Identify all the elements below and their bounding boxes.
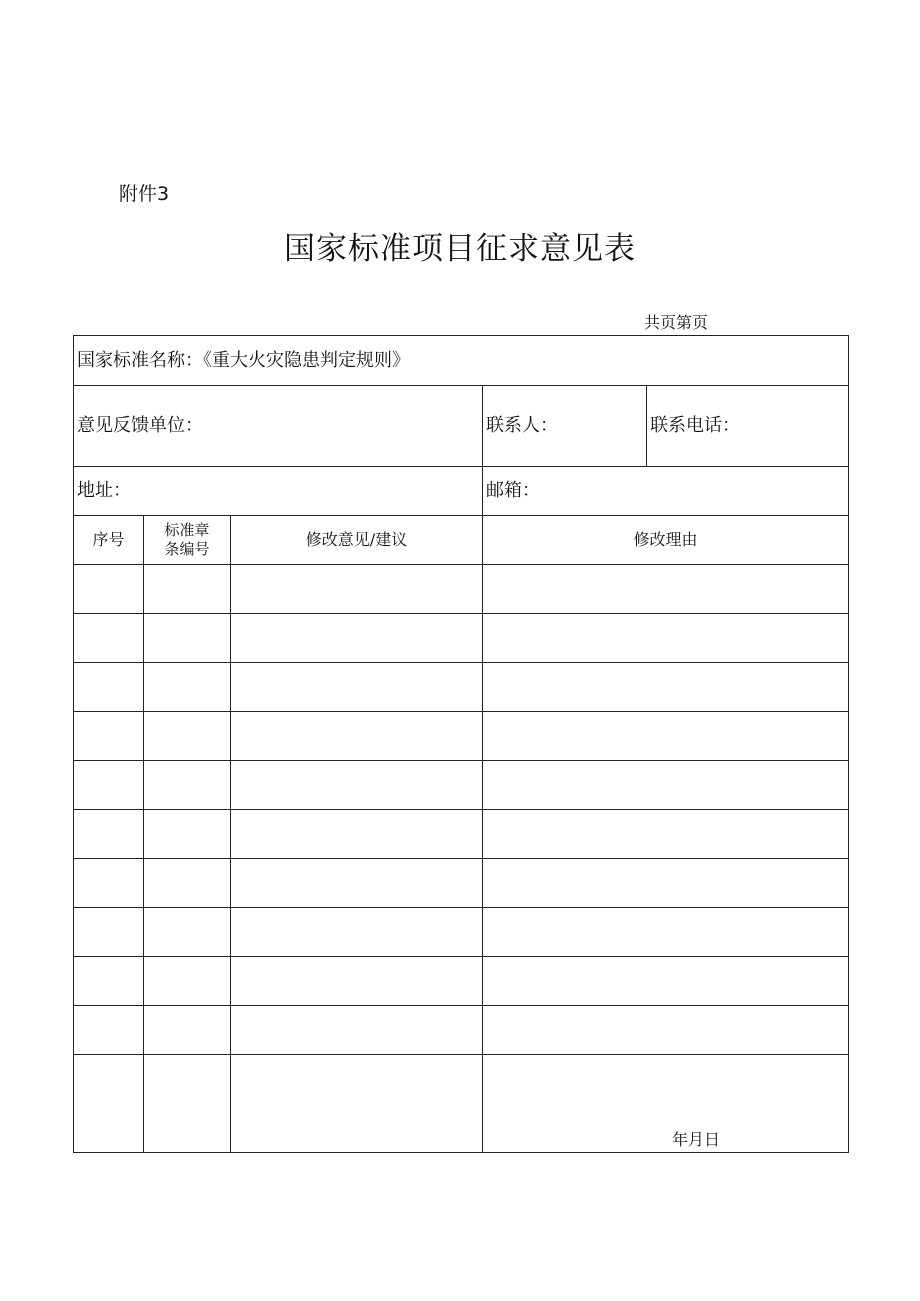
email-label: 邮箱： <box>486 480 540 501</box>
serial-cell[interactable] <box>74 810 144 859</box>
contact-phone-label: 联系电话： <box>650 415 740 436</box>
clause-number-cell[interactable] <box>144 957 231 1006</box>
reason-cell[interactable] <box>483 1055 849 1153</box>
suggestion-cell[interactable] <box>231 859 483 908</box>
standard-name-row <box>74 336 849 386</box>
contact-person-field[interactable] <box>483 386 647 467</box>
clause-number-cell[interactable] <box>144 859 231 908</box>
serial-cell[interactable] <box>74 712 144 761</box>
reason-cell[interactable] <box>483 859 849 908</box>
reason-cell[interactable] <box>483 908 849 957</box>
reason-header: 修改理由 <box>483 516 849 565</box>
suggestion-cell[interactable] <box>231 810 483 859</box>
serial-cell[interactable] <box>74 859 144 908</box>
table-row <box>74 908 849 957</box>
table-row <box>74 1055 849 1153</box>
reason-cell[interactable] <box>483 614 849 663</box>
feedback-unit-field[interactable] <box>74 386 483 467</box>
table-row <box>74 859 849 908</box>
page-count: 共页第页 <box>644 313 709 332</box>
standard-name-value: 《重大火灾隐患判定规则》 <box>203 349 410 371</box>
clause-number-cell[interactable] <box>144 761 231 810</box>
clause-header-line2: 条编号 <box>164 540 210 558</box>
table-row <box>74 810 849 859</box>
email-field[interactable] <box>483 467 849 516</box>
table-row <box>74 957 849 1006</box>
serial-cell[interactable] <box>74 614 144 663</box>
reason-cell[interactable] <box>483 663 849 712</box>
reason-cell[interactable] <box>483 957 849 1006</box>
table-row <box>74 761 849 810</box>
address-row <box>74 467 849 516</box>
table-row <box>74 663 849 712</box>
clause-number-cell[interactable] <box>144 810 231 859</box>
column-header-row <box>74 516 849 565</box>
reason-cell[interactable] <box>483 810 849 859</box>
standard-name-field[interactable] <box>74 336 849 386</box>
address-label: 地址： <box>77 480 131 501</box>
serial-cell[interactable] <box>74 957 144 1006</box>
suggestion-cell[interactable] <box>231 908 483 957</box>
clause-number-cell[interactable] <box>144 1006 231 1055</box>
reason-cell[interactable] <box>483 761 849 810</box>
attachment-label: 附件3 <box>119 183 170 205</box>
clause-number-cell[interactable] <box>144 614 231 663</box>
suggestion-header: 修改意见/建议 <box>231 516 483 565</box>
clause-number-cell[interactable] <box>144 565 231 614</box>
suggestion-cell[interactable] <box>231 761 483 810</box>
address-field[interactable] <box>74 467 483 516</box>
suggestion-cell[interactable] <box>231 663 483 712</box>
standard-name-label: 国家标准名称： <box>77 349 203 371</box>
clause-number-cell[interactable] <box>144 1055 231 1153</box>
table-row <box>74 1006 849 1055</box>
serial-cell[interactable] <box>74 908 144 957</box>
serial-cell[interactable] <box>74 663 144 712</box>
opinion-form-table <box>73 335 849 1153</box>
suggestion-cell[interactable] <box>231 1055 483 1153</box>
contact-phone-field[interactable] <box>647 386 849 467</box>
feedback-unit-label: 意见反馈单位： <box>77 415 203 436</box>
reason-cell[interactable] <box>483 712 849 761</box>
clause-number-header <box>144 516 231 565</box>
serial-header: 序号 <box>74 516 144 565</box>
suggestion-cell[interactable] <box>231 1006 483 1055</box>
clause-header-line1: 标准章 <box>164 521 210 539</box>
serial-cell[interactable] <box>74 761 144 810</box>
contact-row <box>74 386 849 467</box>
serial-cell[interactable] <box>74 1055 144 1153</box>
page-title: 国家标准项目征求意见表 <box>284 231 636 267</box>
suggestion-cell[interactable] <box>231 565 483 614</box>
suggestion-cell[interactable] <box>231 614 483 663</box>
contact-person-label: 联系人： <box>486 415 558 436</box>
clause-number-cell[interactable] <box>144 712 231 761</box>
serial-cell[interactable] <box>74 1006 144 1055</box>
suggestion-cell[interactable] <box>231 957 483 1006</box>
clause-number-cell[interactable] <box>144 908 231 957</box>
date-line: 年月日 <box>672 1130 721 1149</box>
blank-rows <box>74 565 849 1153</box>
reason-cell[interactable] <box>483 565 849 614</box>
table-row <box>74 712 849 761</box>
suggestion-cell[interactable] <box>231 712 483 761</box>
table-row <box>74 614 849 663</box>
reason-cell[interactable] <box>483 1006 849 1055</box>
clause-number-cell[interactable] <box>144 663 231 712</box>
serial-cell[interactable] <box>74 565 144 614</box>
table-row <box>74 565 849 614</box>
